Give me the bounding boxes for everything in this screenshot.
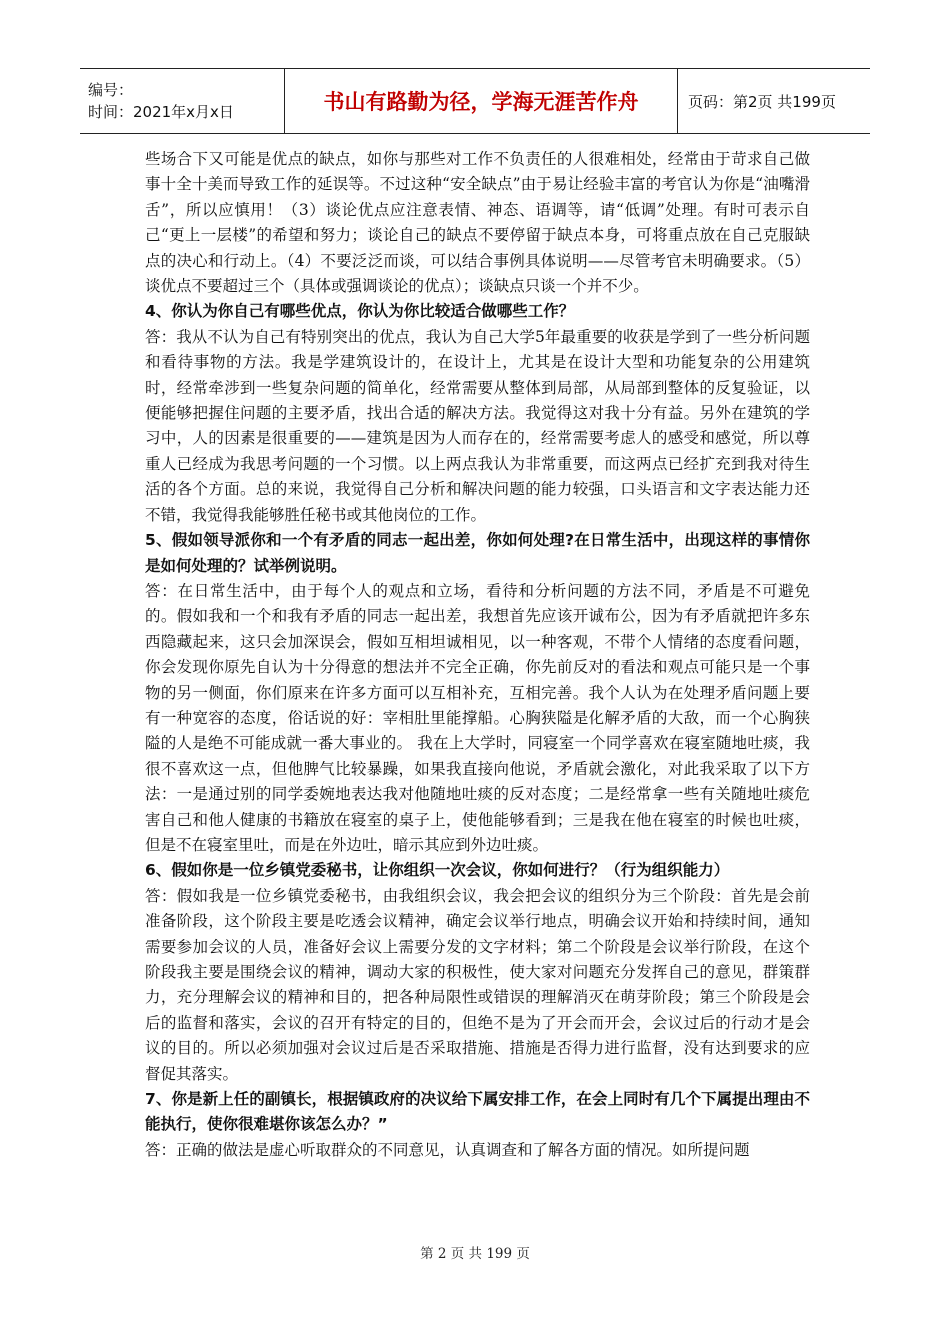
question-heading: 4、你认为你自己有哪些优点，你认为你比较适合做哪些工作？: [145, 302, 575, 321]
header-page-info: 页码：第2页 共199页: [688, 92, 836, 111]
body-paragraph: 些场合下又可能是优点的缺点，如你与那些对工作不负责任的人很难相处，经常由于苛求自己做事十全十美而导致工作的延误等。不过这种“安全缺点”由于易让经验丰富的考官认为你是“油嘴滑舌”，所以应慎用！（3）谈论优点应注意表情、神态、语调等，请“低调”处理。有时可表示自己“更上一层楼”的希望和努力；谈论自己的缺点不要停留于缺点本身，可将重点放在自己克服缺点的决心和行动上。（4）不要泛泛而谈，可以结合事例具体说明——尽管考官未明确要求。（5）谈优点不要超过三个（具体或强调谈论的优点）；谈缺点只谈一个并不少。: [145, 150, 810, 296]
answer-paragraph: 答：正确的做法是虚心听取群众的不同意见，认真调查和了解各方面的情况。如所提问题: [145, 1140, 750, 1159]
header-meta: [80, 69, 285, 133]
question-heading: 6、假如你是一位乡镇党委秘书，让你组织一次会议，你如何进行？（行为组织能力）: [145, 861, 730, 880]
page-footer: 第 2 页 共 199 页: [420, 1246, 530, 1262]
document-body: [145, 147, 810, 1163]
document-number-label: 编号：: [88, 81, 134, 99]
question-heading: 5、假如领导派你和一个有矛盾的同志一起出差，你如何处理?在日常生活中，出现这样的事情你是如何处理的？试举例说明。: [145, 531, 810, 575]
page-header: [80, 68, 870, 134]
answer-paragraph: 答：在日常生活中，由于每个人的观点和立场，看待和分析问题的方法不同，矛盾是不可避免的。假如我和一个和我有矛盾的同志一起出差，我想首先应该开诚布公，因为有矛盾就把许多东西隐藏起来，这只会加深误会，假如互相坦诚相见，以一种客观，不带个人情绪的态度看问题，你会发现你原先自认为十分得意的想法并不完全正确，你先前反对的看法和观点可能只是一个事物的另一侧面，你们原来在许多方面可以互相补充，互相完善。我个人认为在处理矛盾问题上要有一种宽容的态度，俗话说的好：宰相肚里能撑船。心胸狭隘是化解矛盾的大敌，而一个心胸狭隘的人是绝不可能成就一番大事业的。 我在上大学时，同寝室一个同学喜欢在寝室随地吐痰，我很不喜欢这一点，但他脾气比较暴躁，如果我直接向他说，矛盾就会激化，对此我采取了以下方法：一是通过别的同学委婉地表达我对他随地吐痰的反对态度；二是经常拿一些有关随地吐痰危害自己和他人健康的书籍放在寝室的桌子上，使他能够看到；三是我在他在寝室的时候也吐痰，但是不在寝室里吐，而是在外边吐，暗示其应到外边吐痰。: [145, 581, 810, 854]
answer-paragraph: 答：假如我是一位乡镇党委秘书，由我组织会议，我会把会议的组织分为三个阶段：首先是会前准备阶段，这个阶段主要是吃透会议精神，确定会议举行地点，明确会议开始和持续时间，通知需要参加会议的人员，准备好会议上需要分发的文字材料；第二个阶段是会议举行阶段，在这个阶段我主要是围绕会议的精神，调动大家的积极性，使大家对问题充分发挥自己的意见，群策群力，充分理解会议的精神和目的，把各种局限性或错误的理解消灭在萌芽阶段；第三个阶段是会后的监督和落实，会议的召开有特定的目的，但绝不是为了开会而开会，会议过后的行动才是会议的目的。所以必须加强对会议过后是否采取措施、措施是否得力进行监督，没有达到要求的应督促其落实。: [145, 886, 810, 1083]
answer-paragraph: 答：我从不认为自己有特别突出的优点，我认为自己大学5年最重要的收获是学到了一些分析问题和看待事物的方法。我是学建筑设计的，在设计上，尤其是在设计大型和功能复杂的公用建筑时，经常牵涉到一些复杂问题的简单化，经常需要从整体到局部，从局部到整体的反复验证，以便能够把握住问题的主要矛盾，找出合适的解决方法。我觉得这对我十分有益。另外在建筑的学习中，人的因素是很重要的——建筑是因为人而存在的，经常需要考虑人的感受和感觉，所以尊重人已经成为我思考问题的一个习惯。以上两点我认为非常重要，而这两点已经扩充到我对待生活的各个方面。总的来说，我觉得自己分析和解决问题的能力较强，口头语言和文字表达能力还不错，我觉得我能够胜任秘书或其他岗位的工作。: [145, 327, 810, 524]
header-motto: 书山有路勤为径，学海无涯苦作舟: [285, 69, 678, 133]
document-date-label: 时间：2021年x月x日: [88, 103, 234, 121]
question-heading: 7、你是新上任的副镇长，根据镇政府的决议给下属安排工作，在会上同时有几个下属提出理由不能执行，使你很难堪你该怎么办？”: [145, 1090, 810, 1134]
